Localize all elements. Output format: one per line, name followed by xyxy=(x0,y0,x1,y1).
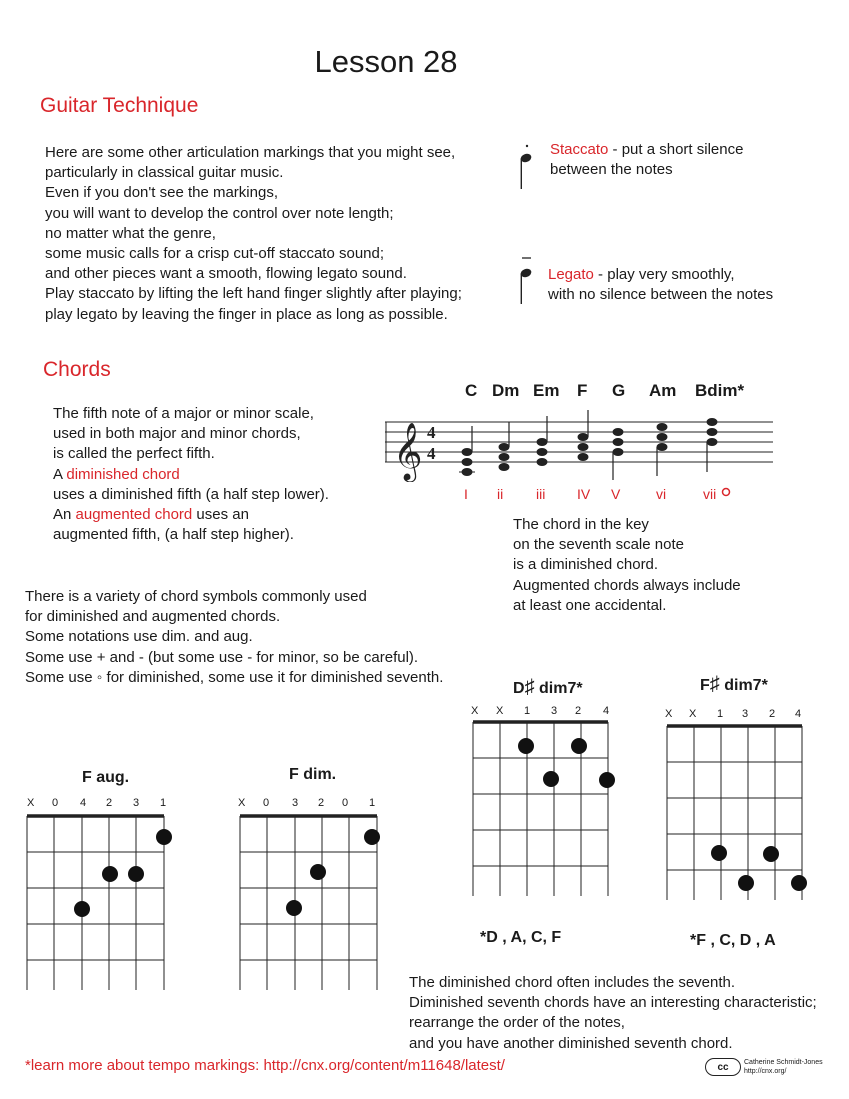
finger-label: X xyxy=(689,708,697,720)
finger-label: 1 xyxy=(717,708,724,720)
finger-label: X xyxy=(238,797,246,809)
finger-label: 4 xyxy=(80,797,87,809)
chord-symbols-text xyxy=(25,587,443,688)
roman-numeral: I xyxy=(464,486,468,502)
technique-line: play legato by leaving the finger in place as long as possible. xyxy=(45,305,448,323)
finger-label: 3 xyxy=(551,705,558,717)
author-name: Catherine Schmidt-Jones xyxy=(744,1059,823,1066)
technique-line: Here are some other articulation markings that you might see, xyxy=(45,144,456,161)
key-note-line: The chord in the key xyxy=(513,516,649,533)
music-staff xyxy=(385,410,775,482)
finger-label: X xyxy=(27,797,35,809)
intro-line: The fifth note of a major or minor scale, xyxy=(53,405,314,422)
legato-description xyxy=(548,265,773,305)
technique-line: some music calls for a crisp cut-off staccato sound; xyxy=(45,245,385,263)
key-note-line: Augmented chords always include xyxy=(513,576,741,594)
technique-text xyxy=(45,143,462,325)
chords-intro xyxy=(53,404,329,545)
staccato-description xyxy=(550,140,743,180)
chord-notes: *F , C, D , A xyxy=(690,932,776,949)
symbols-line: There is a variety of chord symbols commonly used xyxy=(25,588,367,605)
faug-chord-diagram xyxy=(22,812,172,992)
legato-desc: - play very smoothly, xyxy=(593,266,735,283)
small-circle-icon: ◦ xyxy=(96,668,103,686)
finger-label: 1 xyxy=(524,705,531,717)
author-site: http://cnx.org/ xyxy=(744,1068,787,1075)
dim7-line: and you have another diminished seventh chord. xyxy=(409,1034,733,1052)
intro-line: uses a diminished fifth (a half step lower). xyxy=(53,485,329,503)
technique-heading: Guitar Technique xyxy=(40,94,199,117)
key-note-line: at least one accidental. xyxy=(513,596,667,614)
diminished-chord-term: diminished chord xyxy=(66,465,180,483)
dsdim7-notes xyxy=(480,929,561,947)
technique-line: and other pieces want a smooth, flowing legato sound. xyxy=(45,265,407,283)
author-credit xyxy=(744,1058,823,1076)
intro-line: uses an xyxy=(192,506,249,524)
treble-clef-icon: 𝄞 xyxy=(393,422,423,480)
fdim-title: F dim. xyxy=(289,766,337,783)
roman-numeral: V xyxy=(611,486,621,502)
fsdim7-notes xyxy=(690,932,776,950)
finger-label: 1 xyxy=(160,797,167,809)
roman-numeral: IV xyxy=(577,486,591,502)
tempo-link[interactable]: *learn more about tempo markings: http://cnx.org/content/m11648/latest/ xyxy=(25,1057,505,1074)
roman-numeral: vii xyxy=(703,486,717,502)
finger-label: 2 xyxy=(769,708,776,720)
symbols-line: Some notations use dim. and aug. xyxy=(25,628,253,646)
key-note xyxy=(513,515,741,616)
finger-label: 3 xyxy=(292,797,299,809)
legato-term: Legato xyxy=(548,266,594,283)
staff-chord-name: Em xyxy=(533,381,560,400)
finger-label: 4 xyxy=(795,708,802,720)
finger-label: 0 xyxy=(52,797,59,809)
finger-label: 3 xyxy=(133,797,140,809)
faug-title: F aug. xyxy=(82,769,130,786)
finger-label: X xyxy=(665,708,673,720)
chord-quality: dim7* xyxy=(719,677,768,694)
staff-chord-name: C xyxy=(465,381,478,400)
finger-label: 0 xyxy=(342,797,349,809)
intro-line: An xyxy=(53,506,76,524)
svg-text:4: 4 xyxy=(427,423,436,442)
finger-label: X xyxy=(471,705,479,717)
staccato-desc2: between the notes xyxy=(550,161,673,179)
intro-line: A xyxy=(53,465,67,483)
sharp-icon: ♯ xyxy=(709,673,720,695)
chord-root: F xyxy=(700,677,710,694)
finger-label: 4 xyxy=(603,705,610,717)
finger-label: 1 xyxy=(369,797,376,809)
intro-line: used in both major and minor chords, xyxy=(53,425,301,443)
finger-label: 2 xyxy=(575,705,582,717)
chord-notes: *D , A, C, F xyxy=(480,929,562,946)
fsharp-dim7-title xyxy=(700,673,768,696)
roman-numeral: ii xyxy=(497,486,504,502)
augmented-chord-term: augmented chord xyxy=(75,506,193,524)
symbols-line: Some use + and - (but some use - for minor, so be careful). xyxy=(25,648,419,666)
key-note-line: on the seventh scale note xyxy=(513,536,684,554)
svg-text:4: 4 xyxy=(427,444,436,463)
symbols-line: for diminished, some use it for diminished seventh. xyxy=(106,668,444,686)
staccato-note-icon xyxy=(512,140,538,192)
cc-license-icon: cc xyxy=(705,1058,741,1076)
chord-quality: dim7* xyxy=(534,680,583,697)
chords-heading: Chords xyxy=(43,358,111,381)
chord-root: D xyxy=(513,680,525,697)
staff-chord-name: G xyxy=(612,381,626,400)
dsdim7-chord-diagram xyxy=(468,718,618,898)
fdim-chord-diagram xyxy=(235,812,385,992)
sharp-icon: ♯ xyxy=(524,676,535,698)
staff-chord-name: Dm xyxy=(492,381,520,400)
staccato-term: Staccato xyxy=(550,141,609,158)
staff-chord-name: Bdim* xyxy=(695,381,745,400)
finger-label: X xyxy=(496,705,504,717)
staccato-desc: - put a short silence xyxy=(608,141,744,158)
staff-chord-name: F xyxy=(577,381,588,400)
key-note-line: is a diminished chord. xyxy=(513,556,659,574)
technique-line: no matter what the genre, xyxy=(45,224,216,242)
finger-label: 3 xyxy=(742,708,749,720)
dim7-line: The diminished chord often includes the seventh. xyxy=(409,974,736,991)
finger-label: 0 xyxy=(263,797,270,809)
page-title: Lesson 28 xyxy=(314,44,458,79)
legato-note-icon xyxy=(512,252,538,306)
technique-line: Play staccato by lifting the left hand finger slightly after playing; xyxy=(45,285,462,303)
staff-chord-name: Am xyxy=(649,381,677,400)
dim7-line: Diminished seventh chords have an interesting characteristic; xyxy=(409,994,817,1012)
intro-line: augmented fifth, (a half step higher). xyxy=(53,526,294,544)
finger-label: 2 xyxy=(318,797,325,809)
legato-desc2: with no silence between the notes xyxy=(548,286,774,304)
intro-line: is called the perfect fifth. xyxy=(53,445,215,463)
dim7-line: rearrange the order of the notes, xyxy=(409,1014,625,1032)
diminished-circle-icon xyxy=(720,486,732,498)
roman-numeral: vi xyxy=(656,486,667,502)
roman-numeral: iii xyxy=(536,486,546,502)
technique-line: Even if you don't see the markings, xyxy=(45,184,278,202)
symbols-line: Some use xyxy=(25,668,93,686)
dim7-note xyxy=(409,973,817,1054)
fsdim7-chord-diagram xyxy=(662,722,812,902)
technique-line: you will want to develop the control over note length; xyxy=(45,204,394,222)
finger-label: 2 xyxy=(106,797,113,809)
dsharp-dim7-title xyxy=(513,676,583,699)
technique-line: particularly in classical guitar music. xyxy=(45,164,284,182)
symbols-line: for diminished and augmented chords. xyxy=(25,608,281,626)
